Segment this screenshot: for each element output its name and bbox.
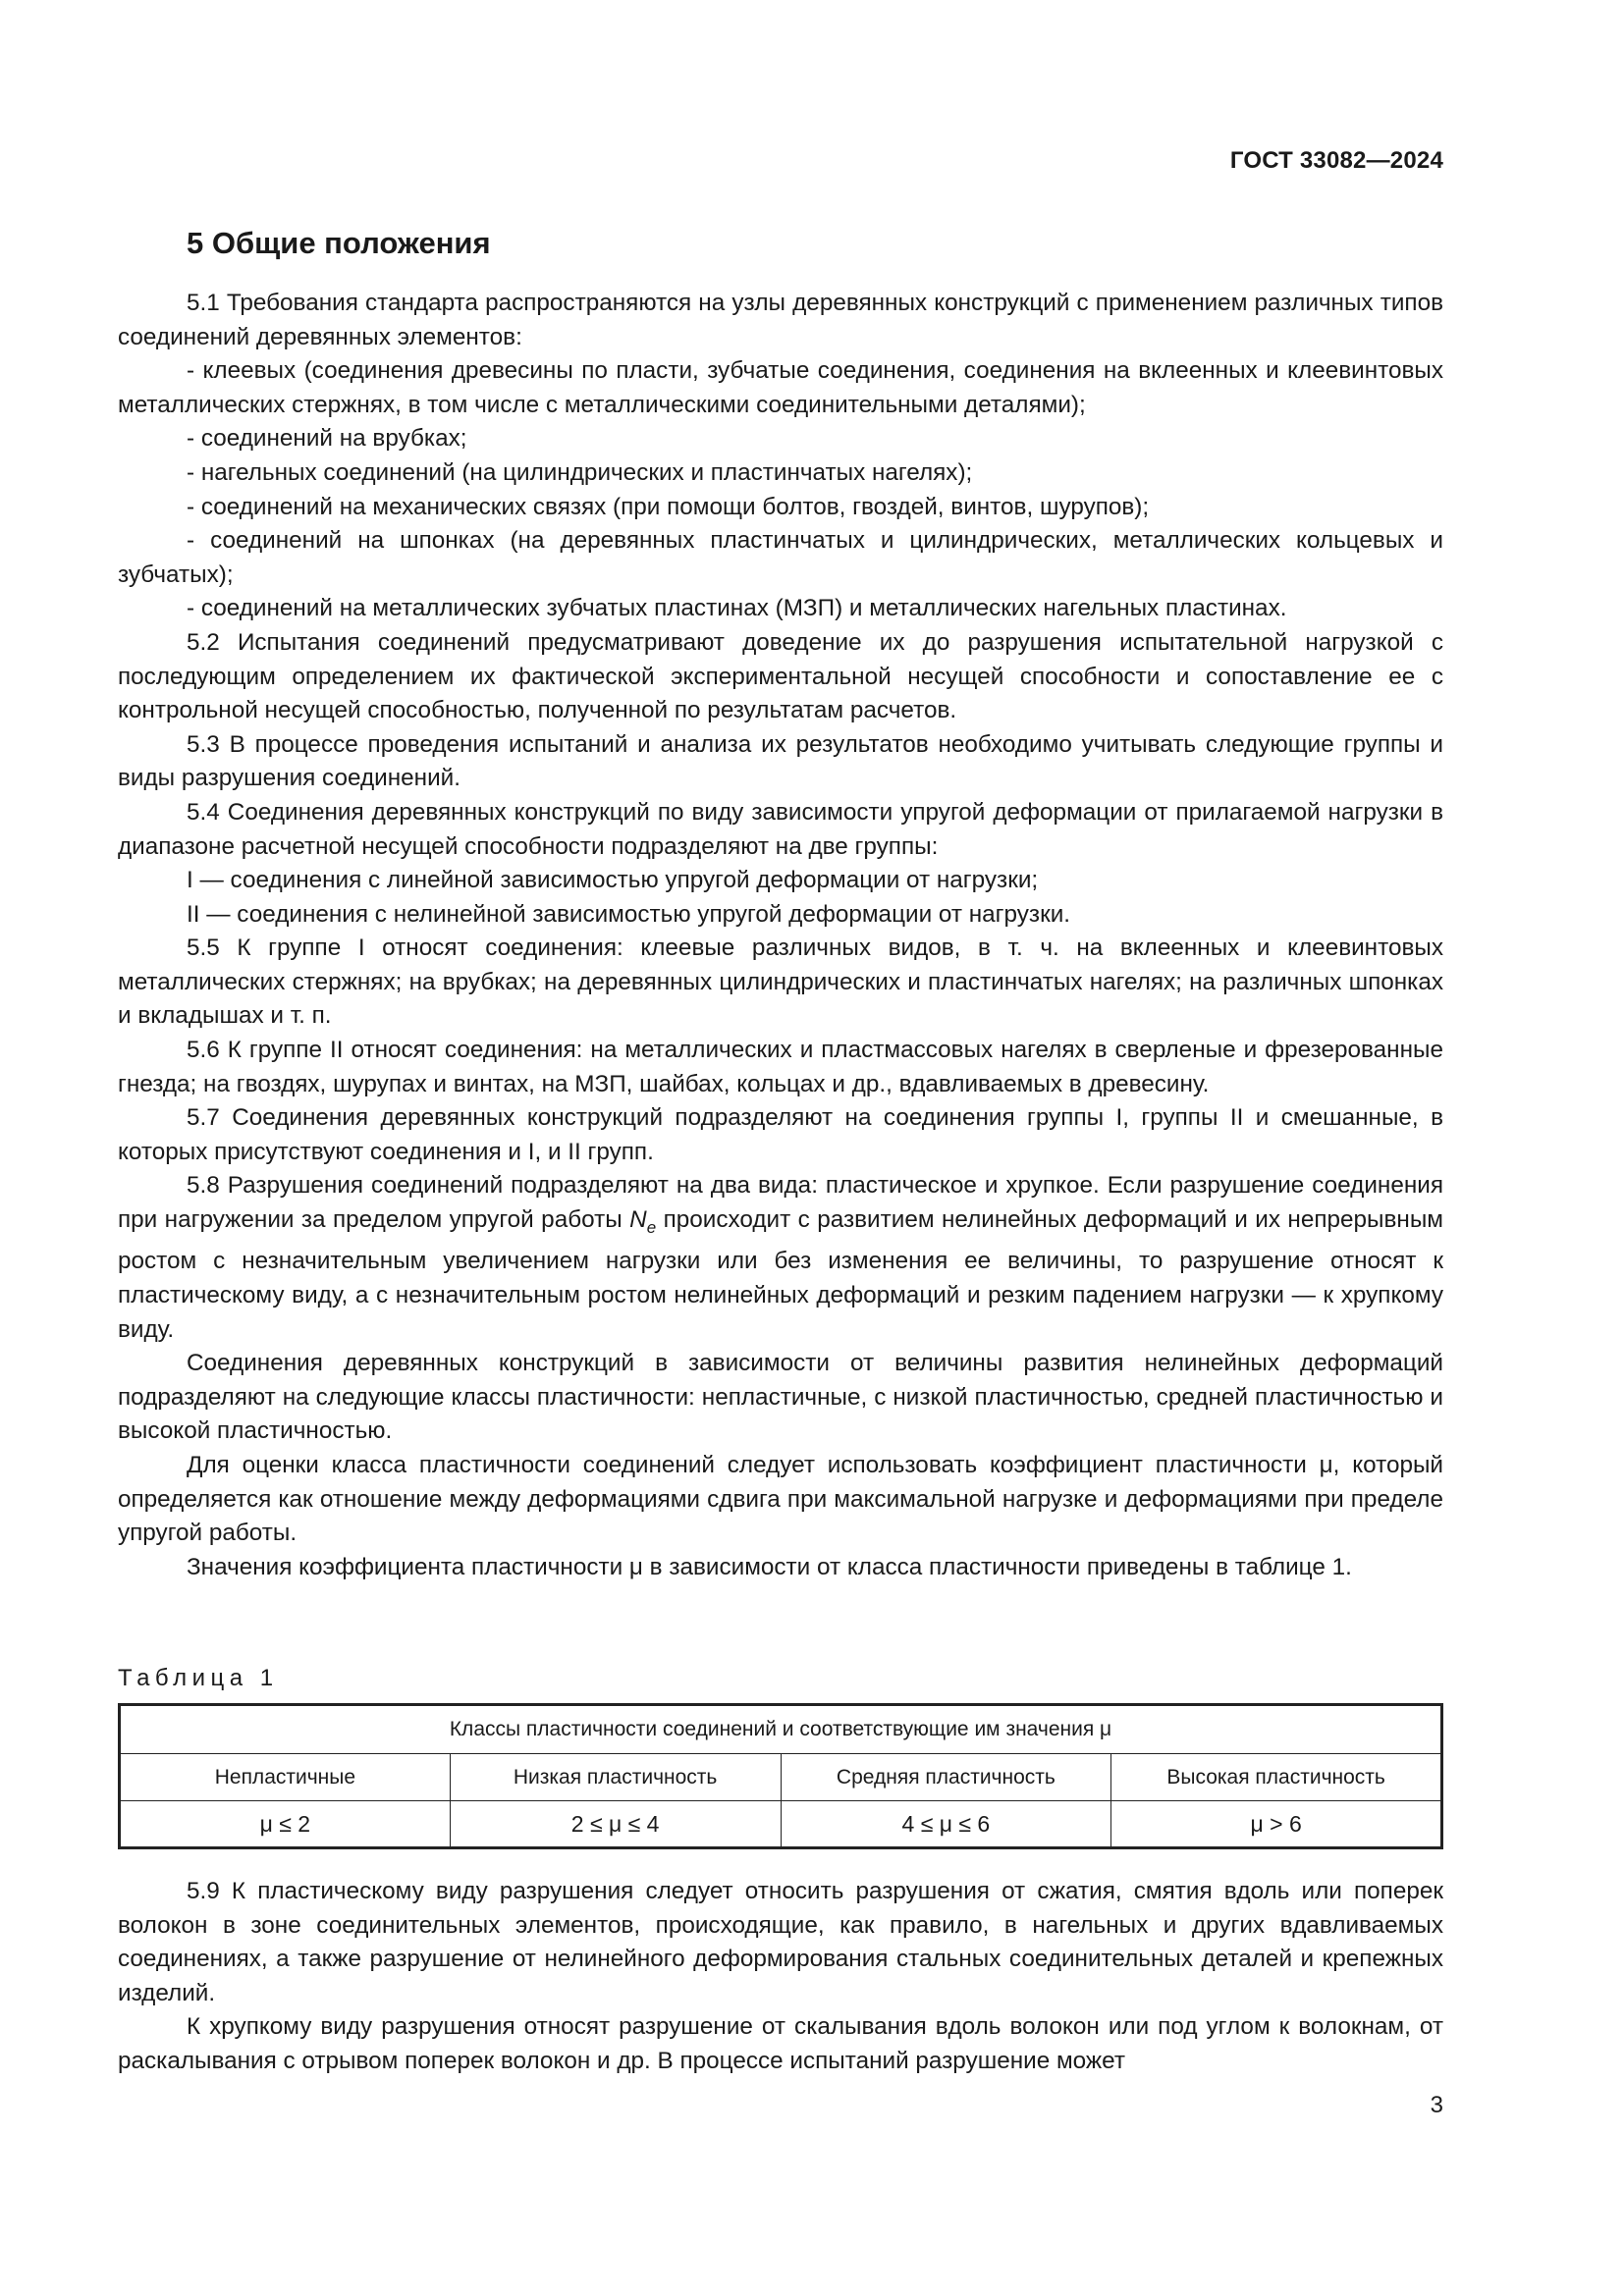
table-column-header: Непластичные xyxy=(120,1754,451,1801)
symbol-n: N xyxy=(629,1206,647,1234)
section-title: 5 Общие положения xyxy=(187,226,491,260)
list-item-dowels: - нагельных соединений (на цилиндрических и пластинчатых нагелях); xyxy=(187,458,973,486)
document-id-header: ГОСТ 33082—2024 xyxy=(1229,147,1443,174)
list-item-keys: - соединений на шпонках (на деревянных пластинчатых и цилиндрических, металлических кольцевых и зубчатых); xyxy=(118,527,1443,588)
plasticity-table xyxy=(118,1703,1443,1849)
paragraph-5-1: 5.1 Требования стандарта распространяются на узлы деревянных конструкций с применением различных типов соединений деревянных элементов: xyxy=(118,290,1443,350)
list-item-plates: - соединений на металлических зубчатых пластинах (МЗП) и металлических нагельных пластинах. xyxy=(187,595,1287,622)
table-column-header: Средняя пластичность xyxy=(781,1754,1111,1801)
paragraph-5-2: 5.2 Испытания соединений предусматривают доведение их до разрушения испытательной нагрузкой с последующим определением их фактической экспериментальной несущей способности и сопоставление ее с контрольной несущей способностью, полученной по результатам расчетов. xyxy=(118,628,1443,724)
paragraph-5-4: 5.4 Соединения деревянных конструкций по виду зависимости упругой деформации от прилагаемой нагрузки в диапазоне расчетной несущей способности подразделяют на две группы: xyxy=(118,798,1443,860)
list-item-mechanical: - соединений на механических связях (при помощи болтов, гвоздей, винтов, шурупов); xyxy=(187,493,1150,520)
paragraph-5-8 xyxy=(118,1169,1443,1347)
paragraph-5-8-part2: происходит с развитием нелинейных деформаций и их непрерывным ростом с незначительным увеличением нагрузки или без изменения ее величины, то разрушение относят к пластическому виду, а с незначительным ростом нелинейных деформаций и резким падением нагрузки — к хрупкому виду. xyxy=(118,1206,1444,1343)
group-ii-definition: II — соединения с нелинейной зависимостью упругой деформации от нагрузки. xyxy=(187,900,1071,928)
list-item-notches: - соединений на врубках; xyxy=(187,425,467,453)
table-column-header: Низкая пластичность xyxy=(450,1754,781,1801)
table-cell: 2 ≤ μ ≤ 4 xyxy=(450,1801,781,1848)
table-column-header: Высокая пластичность xyxy=(1111,1754,1442,1801)
paragraph-5-6: 5.6 К группе II относят соединения: на металлических и пластмассовых нагелях в сверленые и фрезерованные гнезда; на гвоздях, шурупах и винтах, на МЗП, шайбах, кольцах и др., вдавливаемых в древесину. xyxy=(118,1037,1443,1097)
paragraph-plasticity-classes: Соединения деревянных конструкций в зависимости от величины развития нелинейных деформаций подразделяют на следующие классы пластичности: непластичные, с низкой пластичностью, средней пластичностью и высокой пластичностью. xyxy=(118,1350,1443,1445)
paragraph-5-8-part1: 5.8 Разрушения соединений подразделяют на два вида: пластическое и хрупкое. Если разрушение соединения при нагружении за пределом упругой работы xyxy=(118,1172,1443,1234)
paragraph-5-7: 5.7 Соединения деревянных конструкций подразделяют на соединения группы I, группы II и смешанные, в которых присутствуют соединения и I, и II групп. xyxy=(118,1104,1443,1165)
section-body-continued xyxy=(118,1875,1443,2079)
paragraph-brittle-failure: К хрупкому виду разрушения относят разрушение от скалывания вдоль волокон или под углом к волокнам, от раскалывания с отрывом поперек волокон и др. В процессе испытаний разрушение может xyxy=(118,2013,1443,2074)
table-cell: 4 ≤ μ ≤ 6 xyxy=(781,1801,1111,1848)
table-cell: μ > 6 xyxy=(1111,1801,1442,1848)
paragraph-table-reference: Значения коэффициента пластичности μ в зависимости от класса пластичности приведены в таблице 1. xyxy=(187,1553,1352,1580)
paragraph-5-9: 5.9 К пластическому виду разрушения следует относить разрушения от сжатия, смятия вдоль или поперек волокон в зоне соединительных элементов, происходящие, как правило, в нагельных и других вдавливаемых соединениях, а также разрушение от нелинейного деформирования стальных соединительных деталей и крепежных изделий. xyxy=(118,1878,1443,2006)
paragraph-5-3: 5.3 В процессе проведения испытаний и анализа их результатов необходимо учитывать следующие группы и виды разрушения соединений. xyxy=(118,730,1443,792)
page-number: 3 xyxy=(1430,2092,1443,2118)
symbol-subscript-e: e xyxy=(646,1217,657,1237)
paragraph-plasticity-coefficient: Для оценки класса пластичности соединений следует использовать коэффициент пластичности μ, который определяется как отношение между деформациями сдвига при максимальной нагрузке и деформациями при пределе упругой работы. xyxy=(118,1452,1443,1547)
group-i-definition: I — соединения с линейной зависимостью упругой деформации от нагрузки; xyxy=(187,867,1039,894)
table-row xyxy=(120,1705,1442,1754)
table-row xyxy=(120,1801,1442,1848)
table-caption: Таблица 1 xyxy=(118,1665,279,1691)
section-body xyxy=(118,287,1443,1584)
table-header-cell: Классы пластичности соединений и соответствующие им значения μ xyxy=(120,1705,1442,1754)
table-row xyxy=(120,1754,1442,1801)
paragraph-5-5: 5.5 К группе I относят соединения: клеевые различных видов, в т. ч. на вклеенных и клеевинтовых металлических стержнях; на врубках; на деревянных цилиндрических и пластинчатых нагелях; на различных шпонках и вкладышах и т. п. xyxy=(118,934,1443,1030)
list-item-adhesive: - клеевых (соединения древесины по пласти, зубчатые соединения, соединения на вклеенных и клеевинтовых металлических стержнях, в том числе с металлическими соединительными деталями); xyxy=(118,357,1443,418)
table-cell: μ ≤ 2 xyxy=(120,1801,451,1848)
